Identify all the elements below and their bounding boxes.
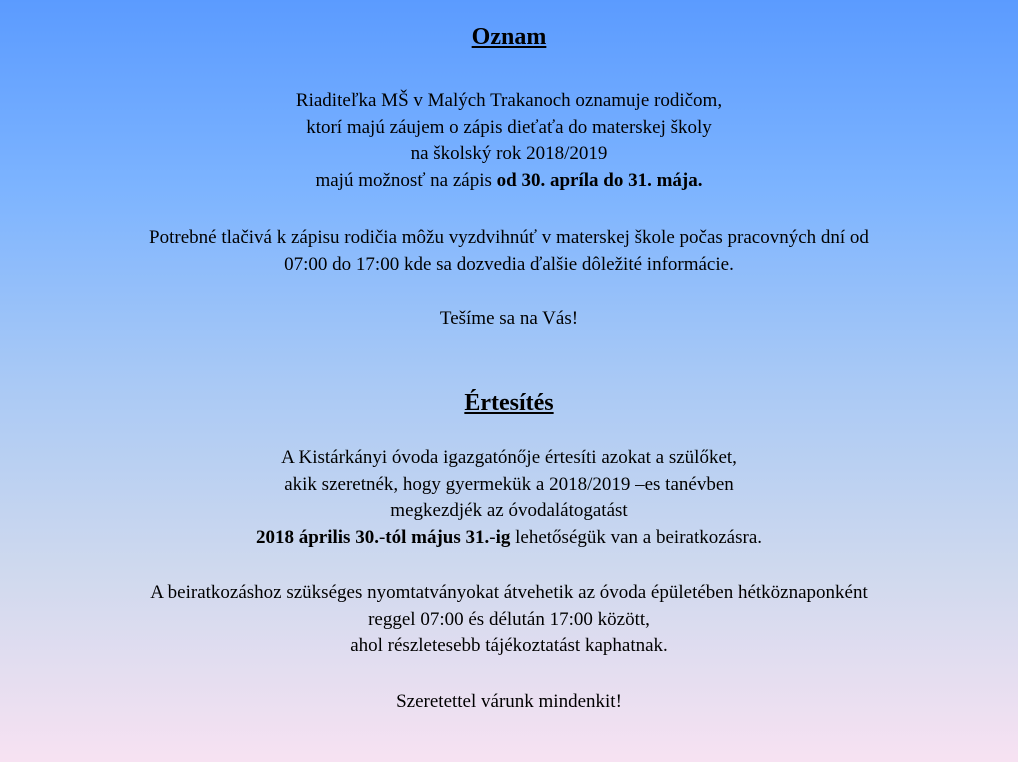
hungarian-date-start: 2018 április 30. xyxy=(255,526,379,548)
hungarian-p1-line-1: A Kistárkányi óvoda igazgatónője értesíti azokat a szülőket, xyxy=(281,447,737,468)
slovak-paragraph-2 xyxy=(0,225,1018,278)
hungarian-closing-text: Szeretettel várunk mindenkit! xyxy=(396,691,622,712)
slovak-p1-line-4 xyxy=(0,168,1018,195)
slovak-p2-line-2: 07:00 do 17:00 kde sa dozvedia ďalšie dôležité informácie. xyxy=(284,253,734,275)
hungarian-dash-2: - xyxy=(489,526,496,548)
slovak-paragraph-1 xyxy=(0,88,1018,194)
hungarian-closing xyxy=(0,689,1018,716)
hungarian-p1-line-4-suffix: lehetőségük van a beiratkozásra. xyxy=(510,526,763,548)
slovak-p1-line-4-prefix: majú možnosť na zápis xyxy=(315,169,497,191)
hungarian-p1-line-3: megkezdjék az óvodalátogatást xyxy=(390,500,628,521)
slovak-p2-line-1: Potrebné tlačivá k zápisu rodičia môžu vyzdvihnúť v materskej škole počas pracovných dní od xyxy=(149,227,869,248)
slovak-p1-line-1: Riaditeľka MŠ v Malých Trakanoch oznamuje rodičom, xyxy=(295,90,723,111)
hungarian-p1-line-4 xyxy=(0,525,1018,552)
hungarian-p1-line-2: akik szeretnék, hogy gyermekük a 2018/2019 –es tanévben xyxy=(284,473,734,495)
slovak-closing-text: Tešíme sa na Vás! xyxy=(439,308,579,329)
slovak-p1-line-2: ktorí majú záujem o zápis dieťaťa do materskej školy xyxy=(306,116,712,138)
hungarian-date-suffix: ig xyxy=(495,526,511,548)
slovak-enrollment-dates: od 30. apríla do 31. mája. xyxy=(496,169,703,191)
slovak-p1-line-3: na školský rok 2018/2019 xyxy=(410,143,608,164)
hungarian-paragraph-2 xyxy=(0,580,1018,660)
hungarian-p2-line-1: A beiratkozáshoz szükséges nyomtatványokat átvehetik az óvoda épületében hétköznaponként xyxy=(150,582,868,603)
hungarian-title: Értesítés xyxy=(464,390,554,416)
slovak-closing xyxy=(0,306,1018,333)
hungarian-date-end: tól május 31. xyxy=(385,526,490,548)
hungarian-p2-line-2: reggel 07:00 és délután 17:00 között, xyxy=(368,608,650,630)
slovak-title: Oznam xyxy=(471,24,547,50)
hungarian-paragraph-1 xyxy=(0,445,1018,551)
hungarian-p2-line-3: ahol részletesebb tájékoztatást kaphatnak. xyxy=(350,635,668,656)
hungarian-dash-1: - xyxy=(378,526,386,548)
